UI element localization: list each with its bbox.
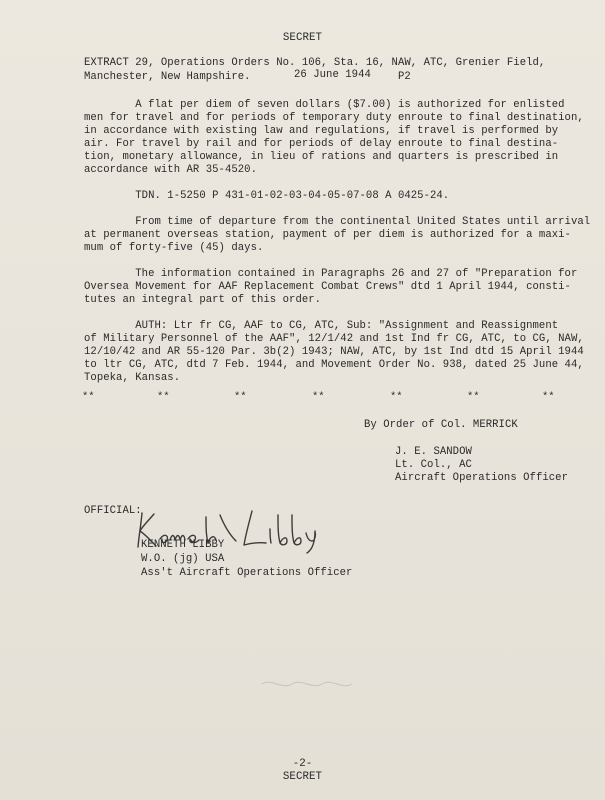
- text-line: mum of forty-five (45) days.: [84, 242, 264, 254]
- text-line: The information contained in Paragraphs 26 and 27 of "Preparation for: [84, 268, 578, 280]
- text-line: AUTH: Ltr fr CG, AAF to CG, ATC, Sub: "Assignment and Reassignment: [84, 320, 559, 332]
- text-line: men for travel and for periods of temporary duty enroute to final destination,: [84, 112, 584, 124]
- paragraph-mark: P2: [398, 71, 411, 83]
- official-name: KENNETH LIBBY: [141, 539, 225, 551]
- reference-line-2: Manchester, New Hampshire.: [84, 71, 251, 83]
- official-rank: W.O. (jg) USA: [141, 553, 225, 565]
- by-order-line: By Order of Col. MERRICK: [364, 419, 518, 431]
- separator-mark: **: [467, 391, 480, 403]
- text-line: Oversea Movement for AAF Replacement Combat Crews" dtd 1 April 1944, consti-: [84, 281, 571, 293]
- reference-line-1: EXTRACT 29, Operations Orders No. 106, Sta. 16, NAW, ATC, Grenier Field,: [84, 57, 546, 69]
- commander-title: Aircraft Operations Officer: [395, 472, 568, 484]
- text-line: tutes an integral part of this order.: [84, 294, 322, 306]
- order-date: 26 June 1944: [294, 69, 371, 81]
- official-title: Ass't Aircraft Operations Officer: [141, 567, 353, 579]
- text-line: tion, monetary allowance, in lieu of rations and quarters is prescribed in: [84, 151, 559, 163]
- separator-mark: **: [82, 391, 95, 403]
- page-number: -2-: [292, 758, 313, 770]
- text-line: Topeka, Kansas.: [84, 372, 181, 384]
- separator-mark: **: [312, 391, 325, 403]
- text-line: at permanent overseas station, payment of per diem is authorized for a maxi-: [84, 229, 571, 241]
- separator-mark: **: [157, 391, 170, 403]
- text-line: A flat per diem of seven dollars ($7.00) is authorized for enlisted: [84, 99, 565, 111]
- text-line: in accordance with existing law and regulations, if travel is performed by: [84, 125, 559, 137]
- text-line: air. For travel by rail and for periods of delay enroute to final destina-: [84, 138, 559, 150]
- text-line: accordance with AR 35-4520.: [84, 164, 257, 176]
- commander-rank: Lt. Col., AC: [395, 459, 472, 471]
- text-line: 12/10/42 and AR 55-120 Par. 3b(2) 1943; NAW, ATC, by 1st Ind dtd 15 April 1944: [84, 346, 584, 358]
- classification-bottom: SECRET: [282, 771, 323, 783]
- tdn-line: TDN. 1-5250 P 431-01-02-03-04-05-07-08 A 0425-24.: [84, 190, 450, 202]
- text-line: From time of departure from the continental United States until arrival: [84, 216, 591, 228]
- separator-mark: **: [542, 391, 555, 403]
- separator-mark: **: [234, 391, 247, 403]
- bleed-through-marks: [260, 672, 370, 692]
- official-label: OFFICIAL:: [84, 505, 142, 517]
- text-line: to ltr CG, ATC, dtd 7 Feb. 1944, and Movement Order No. 938, dated 25 June 44,: [84, 359, 584, 371]
- commander-name: J. E. SANDOW: [395, 446, 472, 458]
- text-line: of Military Personnel of the AAF", 12/1/42 and 1st Ind fr CG, ATC, to CG, NAW,: [84, 333, 584, 345]
- separator-mark: **: [390, 391, 403, 403]
- classification-top: SECRET: [282, 32, 323, 44]
